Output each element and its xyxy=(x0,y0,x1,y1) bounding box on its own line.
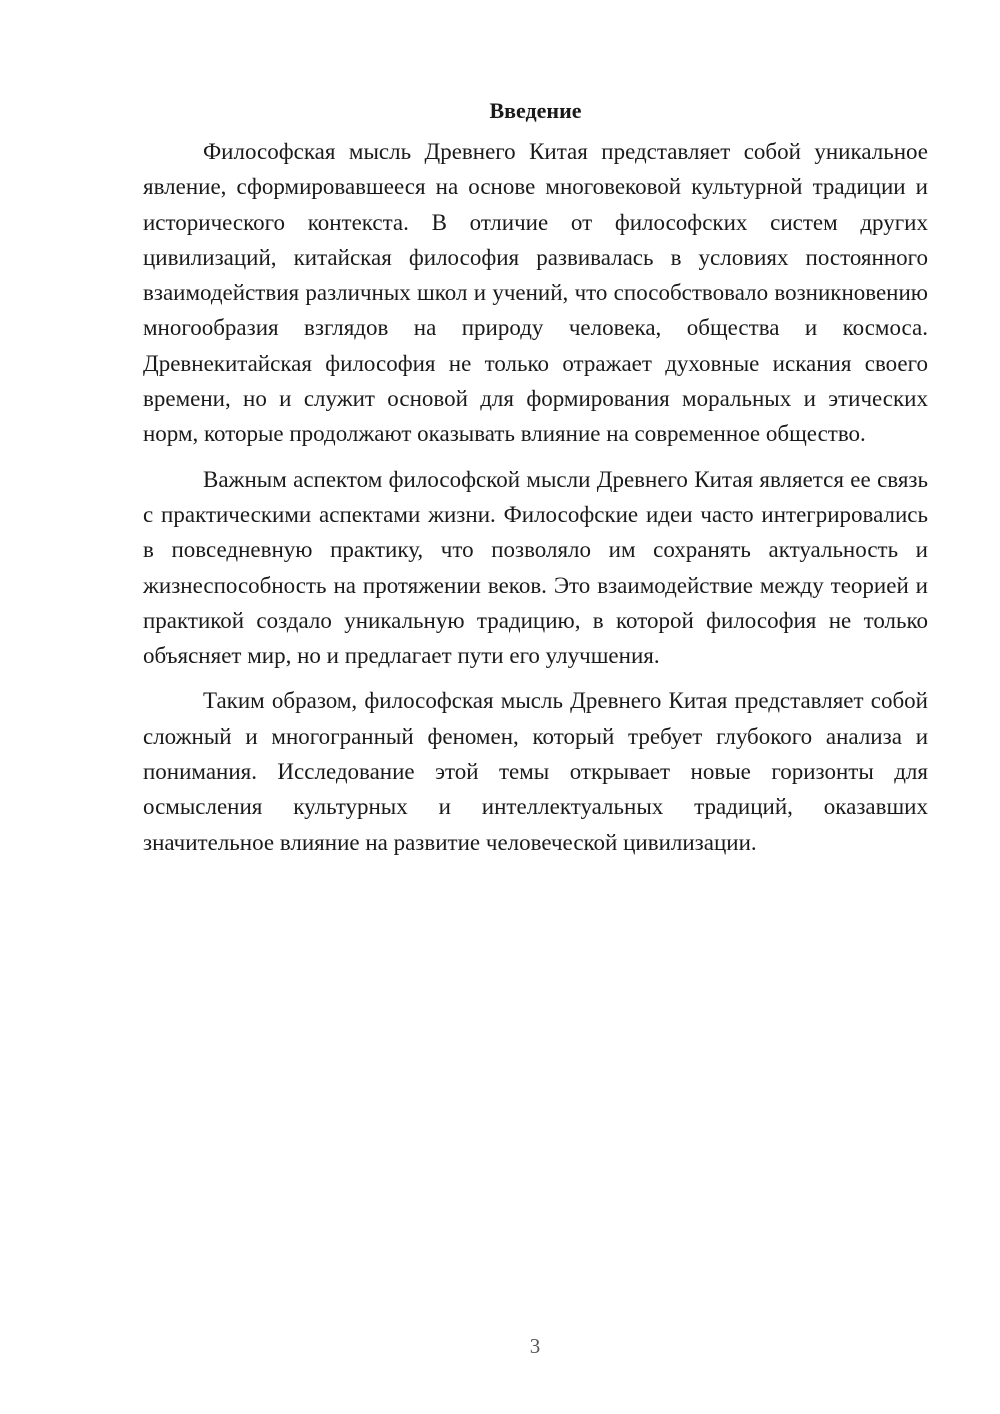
paragraph-3: Таким образом, философская мысль Древнего Китая представляет собой сложный и многогранный феномен, который требует глубокого анализа и понимания. Исследование этой темы открывает новые горизонты для осмысления культурных и интеллектуальных традиций, оказавших значительное влияние на развитие человеческой цивилизации. xyxy=(143,688,928,855)
page-number: 3 xyxy=(529,1334,541,1358)
section-heading: Введение xyxy=(489,98,582,123)
paragraph-1: Философская мысль Древнего Китая представляет собой уникальное явление, сформировавшееся на основе многовековой культурной традиции и исторического контекста. В отличие от философских систем других цивилизаций, китайская философия развивалась в условиях постоянного взаимодействия различных школ и учений, что способствовало возникновению многообразия взглядов на природу человека, общества и космоса. Древнекитайская философия не только отражает духовные искания своего времени, но и служит основой для формирования моральных и этических норм, которые продолжают оказывать влияние на современное общество. xyxy=(143,139,928,447)
paragraph-2: Важным аспектом философской мысли Древнего Китая является ее связь с практическими аспектами жизни. Философские идеи часто интегрировались в повседневную практику, что позволяло им сохранять актуальность и жизнеспособность на протяжении веков. Это взаимодействие между теорией и практикой создало уникальную традицию, в которой философия не только объясняет мир, но и предлагает пути его улучшения. xyxy=(143,466,928,669)
page-content xyxy=(143,93,928,860)
